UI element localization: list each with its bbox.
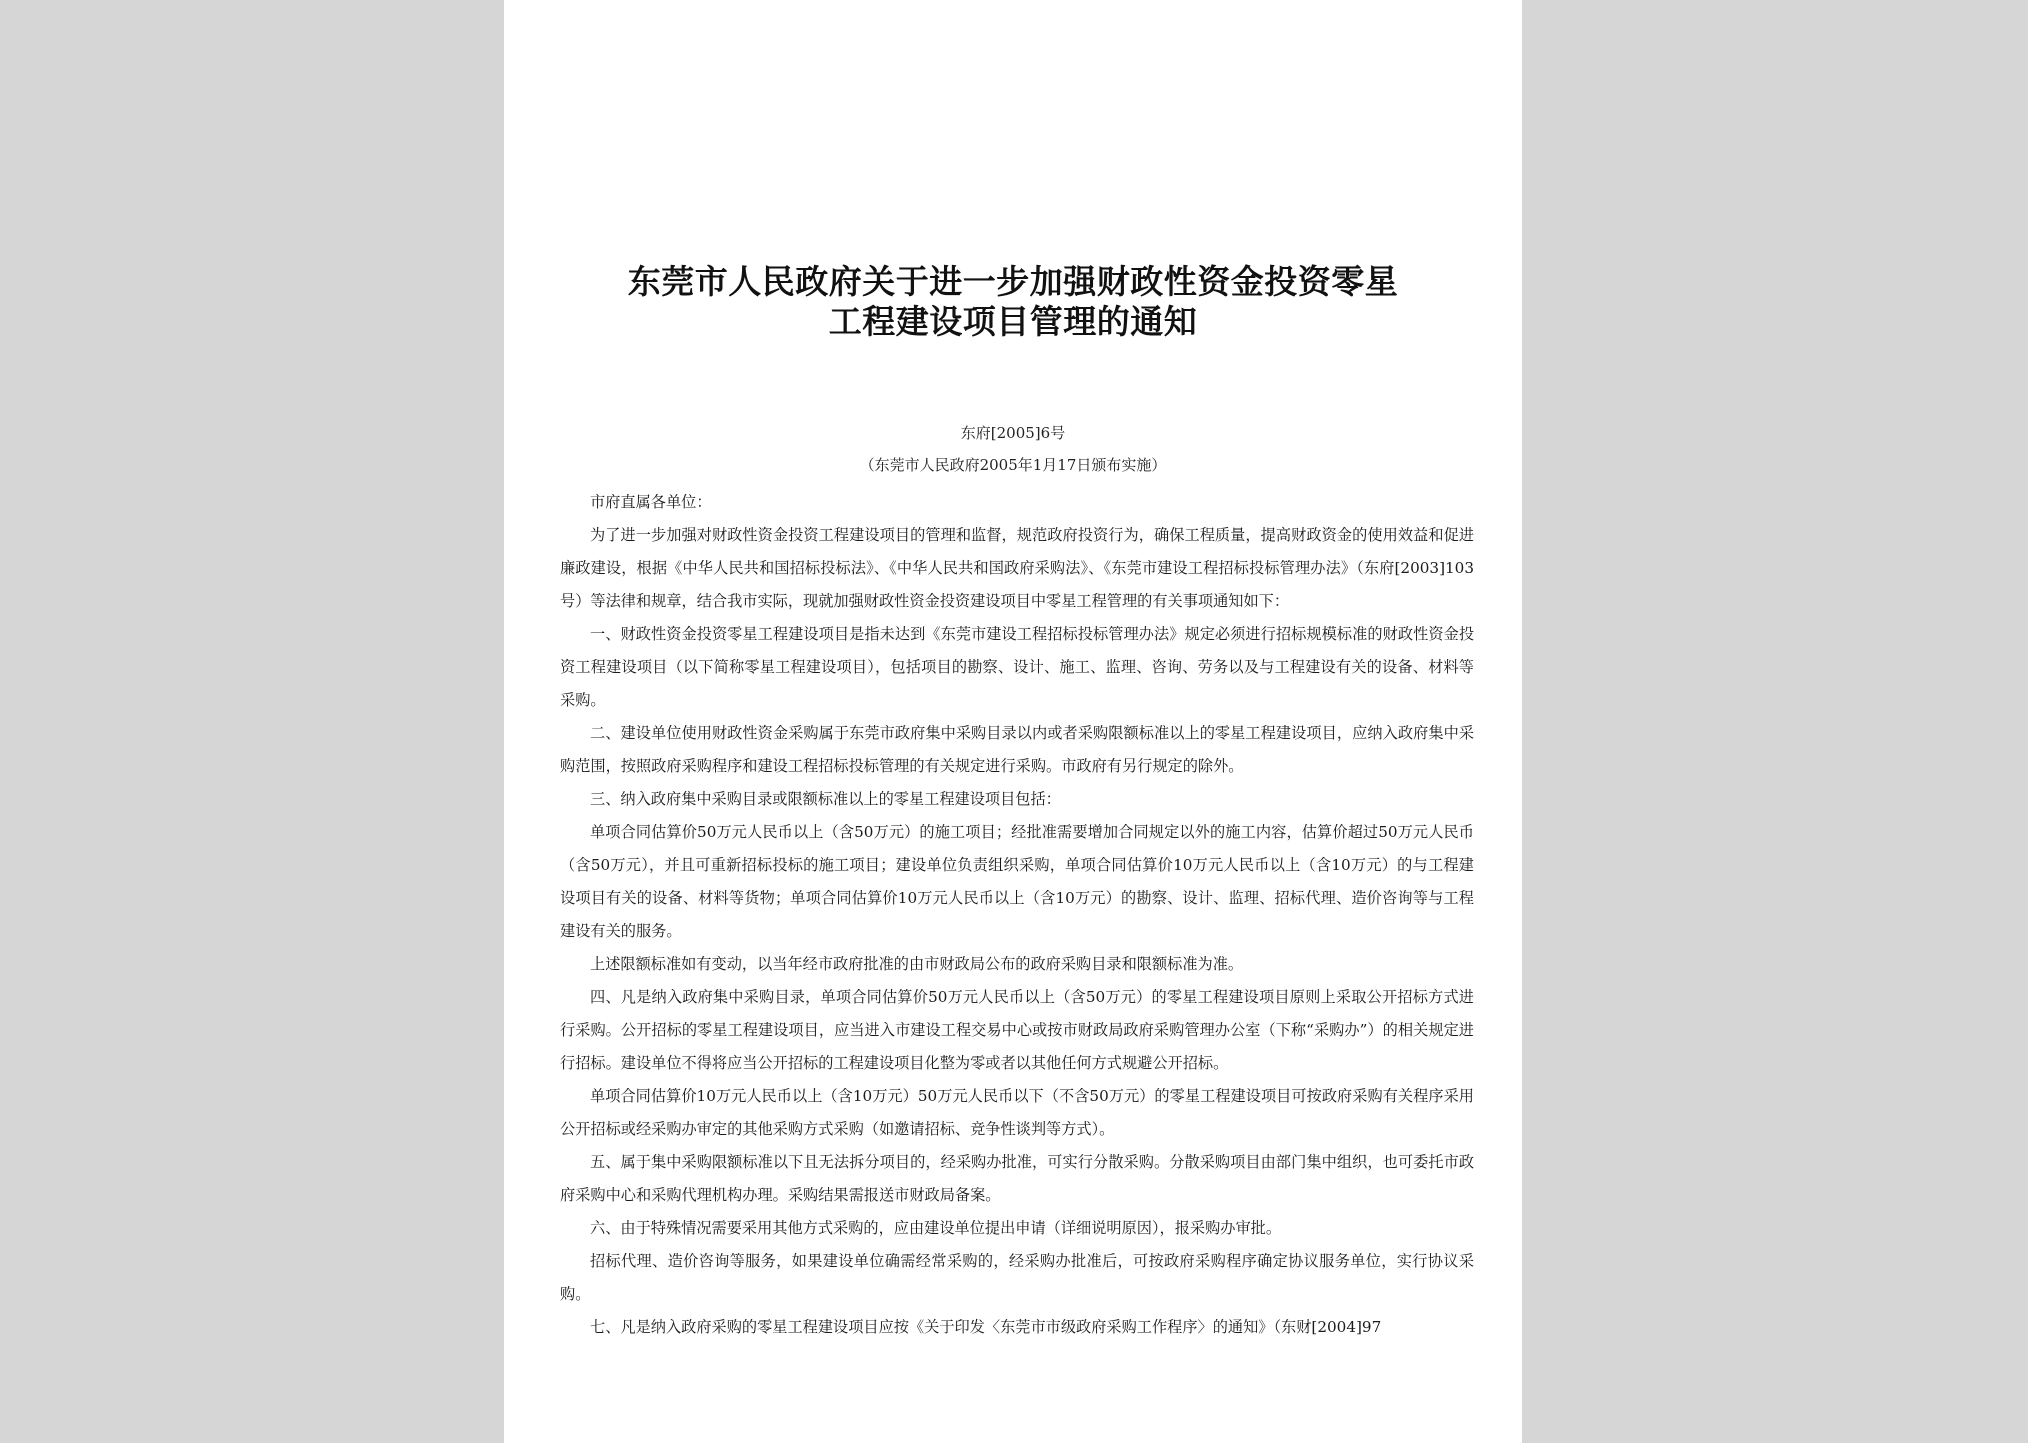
paragraph-item-4: 四、凡是纳入政府集中采购目录，单项合同估算价50万元人民币以上（含50万元）的零星工程建设项目原则上采取公开招标方式进行采购。公开招标的零星工程建设项目，应当进入市建设工程交易中心或按市财政局政府采购管理办公室（下称“采购办”）的相关规定进行招标。建设单位不得将应当公开招标的工程建设项目化整为零或者以其他任何方式规避公开招标。 <box>560 988 1474 1072</box>
paragraph-preamble: 为了进一步加强对财政性资金投资工程建设项目的管理和监督，规范政府投资行为，确保工程质量，提高财政资金的使用效益和促进廉政建设，根据《中华人民共和国招标投标法》、《中华人民共和国政府采购法》、《东莞市建设工程招标投标管理办法》（东府[2003]103号）等法律和规章，结合我市实际，现就加强财政性资金投资建设项目中零星工程管理的有关事项通知如下： <box>560 526 1474 610</box>
paragraph-limit-note: 上述限额标准如有变动，以当年经市政府批准的由市财政局公布的政府采购目录和限额标准为准。 <box>590 955 1244 973</box>
document-number: 东府[2005]6号 <box>960 424 1066 442</box>
paragraph-item-3-detail: 单项合同估算价50万元人民币以上（含50万元）的施工项目；经批准需要增加合同规定以外的施工内容，估算价超过50万元人民币（含50万元），并且可重新招标投标的施工项目；建设单位负责组织采购，单项合同估算价10万元人民币以上（含10万元）的与工程建设项目有关的设备、材料等货物；单项合同估算价10万元人民币以上（含10万元）的勘察、设计、监理、招标代理、造价咨询等与工程建设有关的服务。 <box>560 823 1474 940</box>
paragraph-item-5: 五、属于集中采购限额标准以下且无法拆分项目的，经采购办批准，可实行分散采购。分散采购项目由部门集中组织，也可委托市政府采购中心和采购代理机构办理。采购结果需报送市财政局备案。 <box>560 1153 1474 1204</box>
paragraph-item-2: 二、建设单位使用财政性资金采购属于东莞市政府集中采购目录以内或者采购限额标准以上的零星工程建设项目，应纳入政府集中采购范围，按照政府采购程序和建设工程招标投标管理的有关规定进行采购。市政府有另行规定的除外。 <box>560 724 1474 775</box>
document-title <box>544 262 1482 342</box>
document-page <box>504 0 1522 1443</box>
paragraph-item-7: 七、凡是纳入政府采购的零星工程建设项目应按《关于印发〈东莞市市级政府采购工作程序〉的通知》（东财[2004]97 <box>590 1318 1382 1336</box>
title-line-2: 工程建设项目管理的通知 <box>828 302 1198 341</box>
paragraph-addressee: 市府直属各单位： <box>590 493 712 511</box>
paragraph-item-6: 六、由于特殊情况需要采用其他方式采购的，应由建设单位提出申请（详细说明原因），报采购办审批。 <box>590 1219 1282 1237</box>
paragraph-item-3: 三、纳入政府集中采购目录或限额标准以上的零星工程建设项目包括： <box>590 790 1061 808</box>
paragraph-item-6-detail: 招标代理、造价咨询等服务，如果建设单位确需经常采购的，经采购办批准后，可按政府采购程序确定协议服务单位，实行协议采购。 <box>560 1252 1474 1303</box>
paragraph-item-4-detail: 单项合同估算价10万元人民币以上（含10万元）50万元人民币以下（不含50万元）的零星工程建设项目可按政府采购有关程序采用公开招标或经采购办审定的其他采购方式采购（如邀请招标、竞争性谈判等方式）。 <box>560 1087 1474 1138</box>
paragraph-item-1: 一、财政性资金投资零星工程建设项目是指未达到《东莞市建设工程招标投标管理办法》规定必须进行招标规模标准的财政性资金投资工程建设项目（以下简称零星工程建设项目），包括项目的勘察、设计、施工、监理、咨询、劳务以及与工程建设有关的设备、材料等采购。 <box>560 625 1474 709</box>
issue-note: （东莞市人民政府2005年1月17日颁布实施） <box>859 456 1167 474</box>
document-body <box>560 486 1474 1344</box>
title-line-1: 东莞市人民政府关于进一步加强财政性资金投资零星 <box>627 262 1399 301</box>
